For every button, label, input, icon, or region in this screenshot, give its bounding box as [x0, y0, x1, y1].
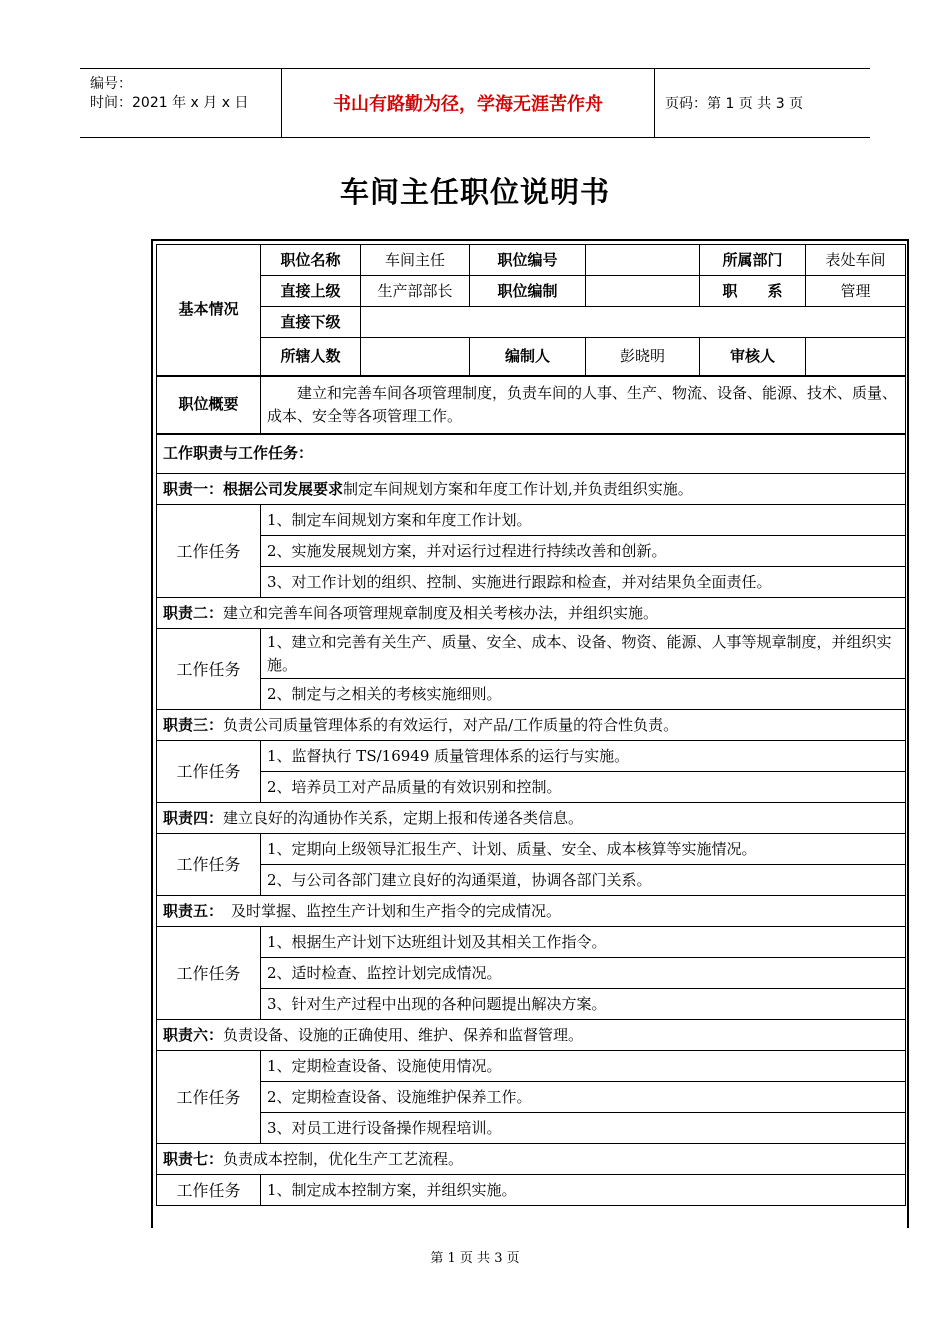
task-label: 工作任务 — [157, 1051, 261, 1144]
task-row — [157, 536, 906, 567]
duty-text: 及时掌握、监控生产计划和生产指令的完成情况。 — [231, 901, 562, 920]
task-row — [157, 505, 906, 536]
reviewer-label: 审核人 — [700, 338, 806, 376]
duty-cell — [157, 474, 906, 505]
duties-heading: 工作职责与工作任务： — [157, 434, 906, 474]
task-label: 工作任务 — [157, 834, 261, 896]
task-item: 3、针对生产过程中出现的各种问题提出解决方案。 — [261, 989, 906, 1020]
task-row — [157, 834, 906, 865]
duty-text: 负责成本控制，优化生产工艺流程。 — [223, 1149, 464, 1168]
summary-label: 职位概要 — [157, 376, 261, 434]
duty-text: 负责公司质量管理体系的有效运行，对产品/工作质量的符合性负责。 — [223, 715, 679, 734]
task-item: 1、监督执行 TS/16949 质量管理体系的运行与实施。 — [261, 741, 906, 772]
document-title: 车间主任职位说明书 — [339, 175, 610, 209]
duties-heading-row — [157, 434, 906, 474]
task-row — [157, 772, 906, 803]
supervisor-label: 直接上级 — [261, 276, 361, 307]
summary-row — [157, 376, 906, 434]
task-label: 工作任务 — [157, 1175, 261, 1206]
duty-title: 职责四： — [163, 808, 224, 827]
duty-cell — [157, 803, 906, 834]
duty-title: 职责五： — [163, 901, 224, 920]
duty-title: 职责六： — [163, 1025, 224, 1044]
position-code-value — [586, 245, 700, 276]
task-item: 1、制定车间规划方案和年度工作计划。 — [261, 505, 906, 536]
job-description-table — [156, 244, 905, 1206]
task-item: 2、适时检查、监控计划完成情况。 — [261, 958, 906, 989]
staff-count-value — [361, 338, 470, 376]
duty-row — [157, 1144, 906, 1175]
duty-title: 职责七： — [163, 1149, 224, 1168]
document-date: 时间：2021 年 x 月 x 日 — [90, 95, 249, 111]
task-label: 工作任务 — [157, 741, 261, 803]
department-label: 所属部门 — [700, 245, 806, 276]
duty-cell — [157, 1144, 906, 1175]
position-code-label: 职位编号 — [470, 245, 586, 276]
task-row — [157, 989, 906, 1020]
basic-section-label: 基本情况 — [157, 245, 261, 376]
task-item: 2、与公司各部门建立良好的沟通渠道，协调各部门关系。 — [261, 865, 906, 896]
task-row — [157, 1113, 906, 1144]
task-row — [157, 567, 906, 598]
duty-cell — [157, 1020, 906, 1051]
task-row — [157, 927, 906, 958]
department-value: 表处车间 — [806, 245, 906, 276]
position-name-label: 职位名称 — [261, 245, 361, 276]
task-item: 1、根据生产计划下达班组计划及其相关工作指令。 — [261, 927, 906, 958]
supervisor-value: 生产部部长 — [361, 276, 470, 307]
duty-title: 职责三： — [163, 715, 224, 734]
position-name-value: 车间主任 — [361, 245, 470, 276]
page-footer: 第 1 页 共 3 页 — [430, 1251, 520, 1266]
reviewer-value — [806, 338, 906, 376]
duty-text: 制定车间规划方案和年度工作计划,并负责组织实施。 — [343, 479, 693, 498]
duty-title: 职责二： — [163, 603, 224, 622]
task-row — [157, 1082, 906, 1113]
task-row — [157, 741, 906, 772]
basic-row-4 — [157, 338, 906, 376]
task-label: 工作任务 — [157, 629, 261, 710]
job-family-label: 职 系 — [700, 276, 806, 307]
headcount-plan-label: 职位编制 — [470, 276, 586, 307]
prepared-by-label: 编制人 — [470, 338, 586, 376]
task-item: 2、培养员工对产品质量的有效识别和控制。 — [261, 772, 906, 803]
header-meta — [80, 69, 282, 137]
task-item: 1、建立和完善有关生产、质量、安全、成本、设备、物资、能源、人事等规章制度，并组织实施。 — [261, 629, 906, 679]
task-row — [157, 865, 906, 896]
task-label: 工作任务 — [157, 927, 261, 1020]
duty-title: 职责一：根据公司发展要求 — [163, 479, 344, 498]
duty-row — [157, 710, 906, 741]
task-item: 1、制定成本控制方案，并组织实施。 — [261, 1175, 906, 1206]
document-number: 编号： — [90, 76, 132, 92]
task-item: 1、定期检查设备、设施使用情况。 — [261, 1051, 906, 1082]
basic-row-3 — [157, 307, 906, 338]
duty-cell — [157, 710, 906, 741]
task-row — [157, 958, 906, 989]
duty-cell — [157, 598, 906, 629]
task-row — [157, 679, 906, 710]
subordinate-label: 直接下级 — [261, 307, 361, 338]
summary-text: 建立和完善车间各项管理制度，负责车间的人事、生产、物流、设备、能源、技术、质量、成本、安全等各项管理工作。 — [261, 376, 906, 434]
duty-row — [157, 803, 906, 834]
basic-row-2 — [157, 276, 906, 307]
basic-row-1 — [157, 245, 906, 276]
page-header — [80, 68, 870, 138]
prepared-by-value: 彭晓明 — [586, 338, 700, 376]
task-item: 3、对员工进行设备操作规程培训。 — [261, 1113, 906, 1144]
duty-cell — [157, 896, 906, 927]
task-row — [157, 1051, 906, 1082]
duty-text: 负责设备、设施的正确使用、维护、保养和监督管理。 — [223, 1025, 584, 1044]
duty-row — [157, 474, 906, 505]
subordinate-value — [361, 307, 906, 338]
duty-row — [157, 896, 906, 927]
header-motto: 书山有路勤为径，学海无涯苦作舟 — [333, 94, 603, 115]
task-item: 3、对工作计划的组织、控制、实施进行跟踪和检查，并对结果负全面责任。 — [261, 567, 906, 598]
duty-row — [157, 1020, 906, 1051]
duty-row — [157, 598, 906, 629]
task-item: 2、实施发展规划方案，并对运行过程进行持续改善和创新。 — [261, 536, 906, 567]
task-item: 2、制定与之相关的考核实施细则。 — [261, 679, 906, 710]
duty-text: 建立良好的沟通协作关系，定期上报和传递各类信息。 — [223, 808, 584, 827]
staff-count-label: 所辖人数 — [261, 338, 361, 376]
task-row — [157, 629, 906, 679]
header-motto-cell — [282, 69, 655, 137]
task-item: 1、定期向上级领导汇报生产、计划、质量、安全、成本核算等实施情况。 — [261, 834, 906, 865]
headcount-plan-value — [586, 276, 700, 307]
job-family-value: 管理 — [806, 276, 906, 307]
task-item: 2、定期检查设备、设施维护保养工作。 — [261, 1082, 906, 1113]
duties-body — [157, 474, 906, 1206]
task-row — [157, 1175, 906, 1206]
duty-text: 建立和完善车间各项管理规章制度及相关考核办法，并组织实施。 — [223, 603, 659, 622]
task-label: 工作任务 — [157, 505, 261, 598]
header-page-info: 页码：第 1 页 共 3 页 — [665, 96, 804, 112]
